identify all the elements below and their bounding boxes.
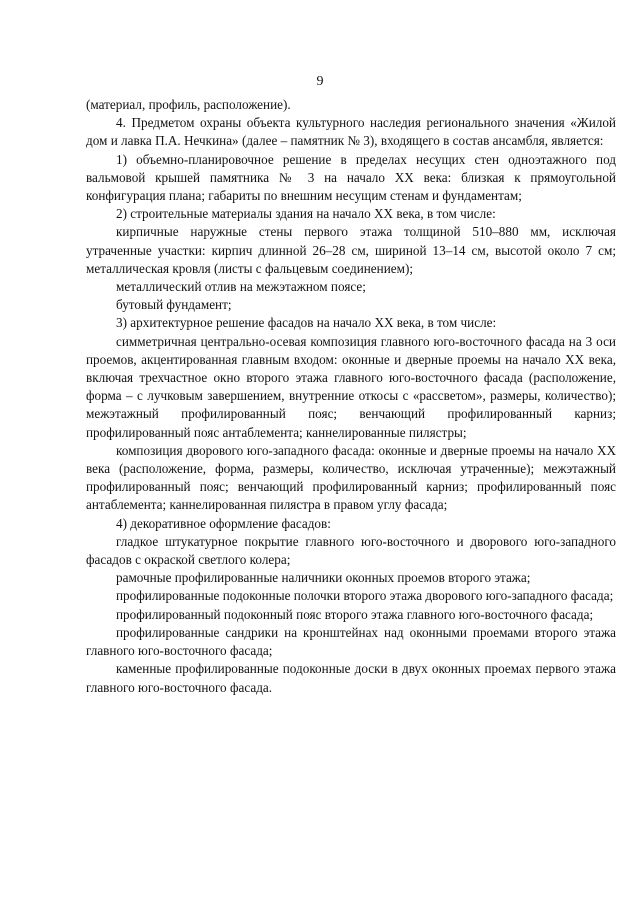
paragraph: кирпичные наружные стены первого этажа толщиной 510–880 мм, исключая утраченные участки: кирпич длинной 26–28 см, шириной 13–14 см, высотой около 7 см; металлическая кровля (листы с фальцевым соединением); xyxy=(86,224,616,276)
paragraph: симметричная центрально-осевая композиция главного юго-восточного фасада на 3 оси проемов, акцентированная главным входом: оконные и дверные проемы на начало XX века, включая трехчастное окно второго этажа главного юго-восточного фасада (расположение, форма – с лучковым завершением, внутренние откосы с «рассветом», размеры, количество); межэтажный профилированный пояс; венчающий профилированный карниз; профилированный пояс антаблемента; каннелированные пилястры; xyxy=(86,333,616,440)
paragraph: (материал, профиль, расположение). xyxy=(86,97,291,112)
paragraph: 3) архитектурное решение фасадов на начало XX века, в том числе: xyxy=(116,315,497,331)
document-body xyxy=(86,96,616,697)
paragraph: 1) объемно-планировочное решение в пределах несущих стен одноэтажного под вальмовой крышей памятника № 3 на начало XX века: близкая к прямоугольной конфигурация плана; габариты по внешним несущим стенам и фундаментам; xyxy=(86,151,616,204)
page-number: 9 xyxy=(316,74,324,89)
paragraph: бутовый фундамент; xyxy=(116,297,232,313)
paragraph: 4. Предметом охраны объекта культурного наследия регионального значения «Жилой дом и лавка П.А. Нечкина» (далее – памятник № 3), входящего в состав ансамбля, является: xyxy=(86,115,616,149)
paragraph: 4) декоративное оформление фасадов: xyxy=(116,515,331,531)
paragraph: 2) строительные материалы здания на начало XX века, в том числе: xyxy=(116,206,496,222)
paragraph: композиция дворового юго-западного фасада: оконные и дверные проемы на начало XX века (расположение, форма, размеры, количество, исключая утраченные); межэтажный профилированный пояс; венчающий профилированный карниз; профилированный пояс антаблемента; каннелированная пилястра в правом углу фасада; xyxy=(86,442,616,513)
paragraph: каменные профилированные подоконные доски в двух оконных проемах первого этажа главного юго-восточного фасада. xyxy=(86,661,616,695)
paragraph: профилированный подоконный пояс второго этажа главного юго-восточного фасада; xyxy=(116,606,594,622)
paragraph: гладкое штукатурное покрытие главного юго-восточного и дворового юго-западного фасадов с окраской светлого колера; xyxy=(86,533,616,568)
paragraph: металлический отлив на межэтажном поясе; xyxy=(116,279,366,295)
paragraph: рамочные профилированные наличники оконных проемов второго этажа; xyxy=(116,570,531,586)
paragraph: профилированные сандрики на кронштейнах над оконными проемами второго этажа главного юго-восточного фасада; xyxy=(86,624,616,659)
paragraph: профилированные подоконные полочки второго этажа дворового юго-западного фасада; xyxy=(116,588,614,604)
